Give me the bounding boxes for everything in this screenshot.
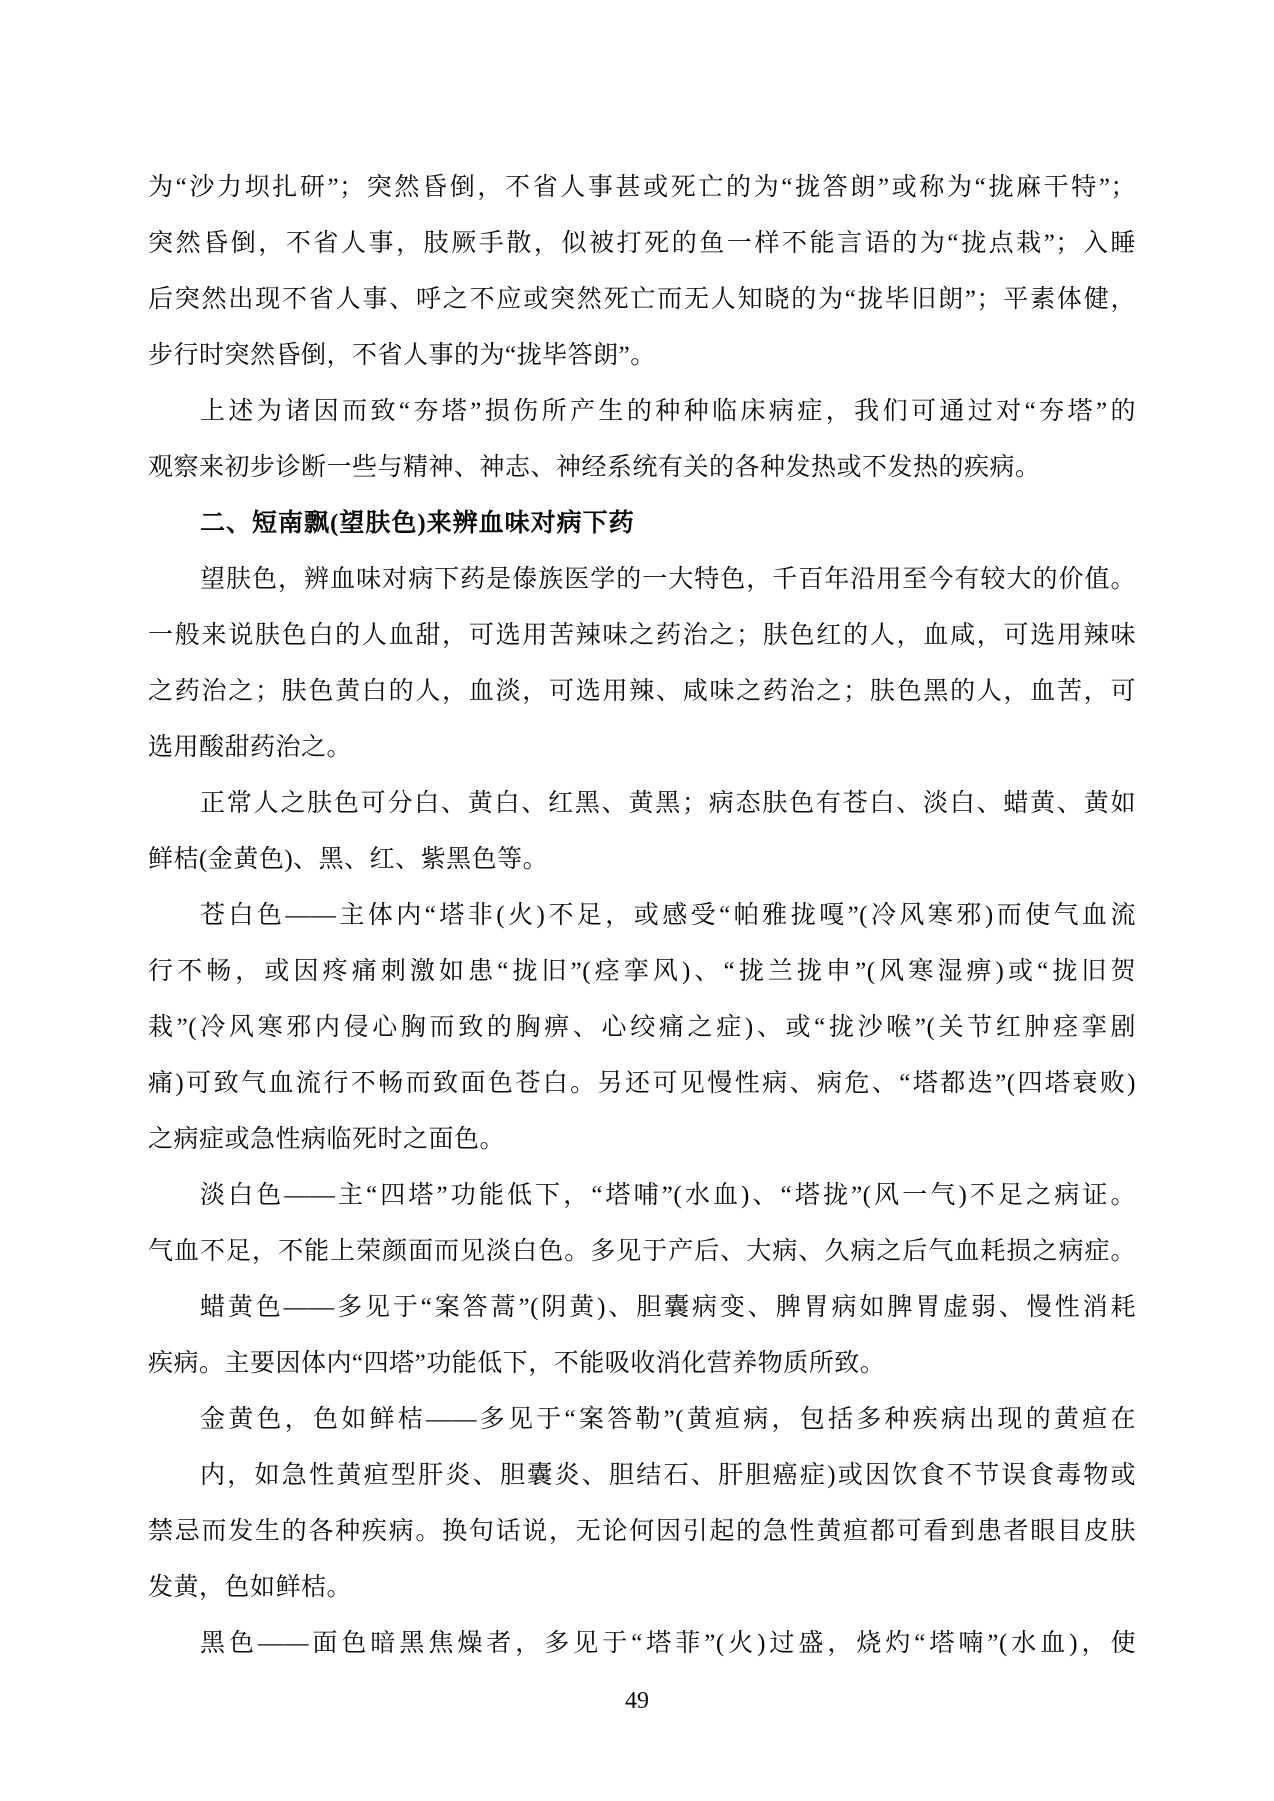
text-line: 之病症或急性病临死时之面色。	[148, 1126, 506, 1153]
text-line: 选用酸甜药治之。	[148, 734, 353, 761]
text-line: 行不畅，或因疼痛刺激如患“拢旧”(痉挛风)、“拢兰拢申”(风寒湿痹)或“拢旧贺	[148, 958, 1136, 985]
text-line: 为“沙力坝扎研”；突然昏倒，不省人事甚或死亡的为“拢答朗”或称为“拢麻干特”；	[148, 174, 1136, 201]
text-line: 痛)可致气血流行不畅而致面色苍白。另还可见慢性病、病危、“塔都迭”(四塔衰败)	[148, 1070, 1136, 1097]
text-line: 鲜桔(金黄色)、黑、红、紫黑色等。	[148, 846, 549, 873]
section-heading: 二、短南飘(望肤色)来辨血味对病下药	[200, 510, 635, 537]
text-line: 望肤色，辨血味对病下药是傣族医学的一大特色，千百年沿用至今有较大的价值。	[200, 566, 1136, 593]
text-line: 气血不足，不能上荣颜面而见淡白色。多见于产后、大病、久病之后气血耗损之病症。	[148, 1238, 1136, 1265]
text-line: 一般来说肤色白的人血甜，可选用苦辣味之药治之；肤色红的人，血咸，可选用辣味	[148, 622, 1136, 649]
text-line: 上述为诸因而致“夯塔”损伤所产生的种种临床病症，我们可通过对“夯塔”的	[200, 398, 1136, 425]
text-line: 后突然出现不省人事、呼之不应或突然死亡而无人知晓的为“拢毕旧朗”；平素体健，	[148, 286, 1136, 313]
text-block	[148, 160, 1136, 1672]
text-line: 蜡黄色——多见于“案答蒿”(阴黄)、胆囊病变、脾胃病如脾胃虚弱、慢性消耗	[200, 1294, 1136, 1321]
text-line: 禁忌而发生的各种疾病。换句话说，无论何因引起的急性黄疸都可看到患者眼目皮肤	[148, 1518, 1136, 1545]
text-line: 突然昏倒，不省人事，肢厥手散，似被打死的鱼一样不能言语的为“拢点栽”；入睡	[148, 230, 1136, 257]
text-line: 淡白色——主“四塔”功能低下，“塔哺”(水血)、“塔拢”(风一气)不足之病证。	[200, 1182, 1136, 1209]
page-number: 49	[625, 1688, 649, 1714]
text-line: 黑色——面色暗黑焦燥者，多见于“塔菲”(火)过盛，烧灼“塔喃”(水血)，使	[200, 1630, 1136, 1657]
text-line: 之药治之；肤色黄白的人，血淡，可选用辣、咸味之药治之；肤色黑的人，血苦，可	[148, 678, 1136, 705]
text-line: 苍白色——主体内“塔非(火)不足，或感受“帕雅拢嘎”(冷风寒邪)而使气血流	[200, 902, 1136, 929]
text-line: 金黄色，色如鲜桔——多见于“案答勒”(黄疸病，包括多种疾病出现的黄疸在	[200, 1406, 1136, 1433]
text-line: 发黄，色如鲜桔。	[148, 1574, 353, 1601]
text-line: 疾病。主要因体内“四塔”功能低下，不能吸收消化营养物质所致。	[148, 1350, 886, 1377]
text-line: 步行时突然昏倒，不省人事的为“拢毕答朗”。	[148, 342, 656, 369]
text-line: 正常人之肤色可分白、黄白、红黑、黄黑；病态肤色有苍白、淡白、蜡黄、黄如	[200, 790, 1136, 817]
text-line: 观察来初步诊断一些与精神、神志、神经系统有关的各种发热或不发热的疾病。	[148, 454, 1041, 481]
text-line: 栽”(冷风寒邪内侵心胸而致的胸痹、心绞痛之症)、或“拢沙喉”(关节红肿痉挛剧	[148, 1014, 1136, 1041]
text-line: 内，如急性黄疸型肝炎、胆囊炎、胆结石、肝胆癌症)或因饮食不节误食毒物或	[200, 1462, 1136, 1489]
